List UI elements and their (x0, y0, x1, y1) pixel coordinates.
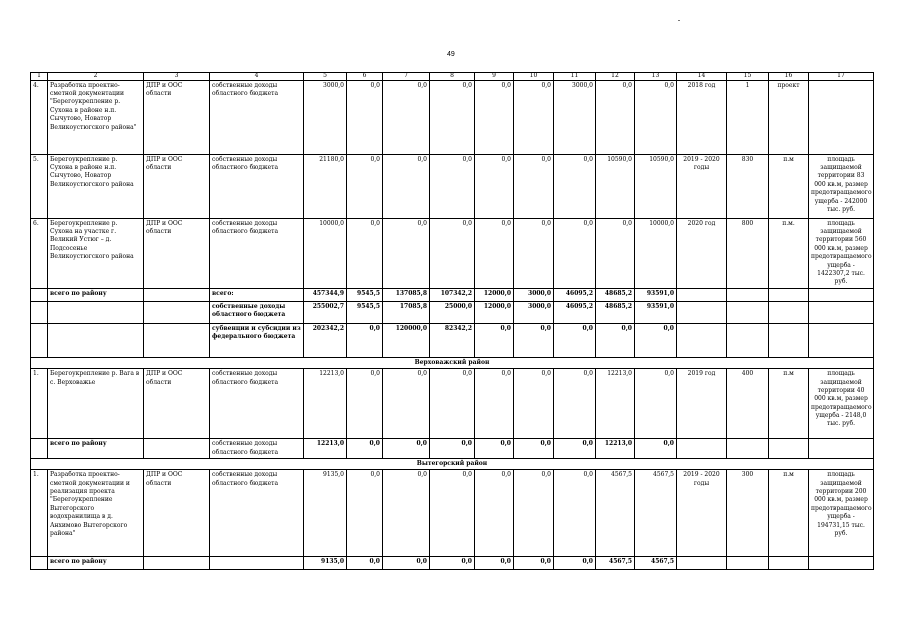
period (677, 439, 727, 459)
amount-cell: 0,0 (514, 80, 554, 154)
amount-cell: 0,0 (475, 154, 514, 218)
period (677, 557, 727, 570)
funding-source: субвенции и субсидии из федерального бюджета (210, 323, 304, 357)
amount-cell: 0,0 (635, 323, 677, 357)
executor (144, 557, 210, 570)
amount-cell: 0,0 (514, 557, 554, 570)
executor: ДПР и ООС области (144, 154, 210, 218)
amount-cell: 4567,5 (596, 470, 635, 557)
amount-cell: 0,0 (430, 154, 475, 218)
quantity (727, 557, 769, 570)
funding-source (210, 557, 304, 570)
amount-cell: 0,0 (514, 439, 554, 459)
amount-cell: 12000,0 (475, 288, 514, 301)
total-row (31, 439, 874, 459)
amount-cell: 0,0 (347, 439, 383, 459)
expected-result (809, 557, 874, 570)
amount-cell: 10590,0 (635, 154, 677, 218)
column-number: 3 (144, 73, 210, 81)
amount-cell: 0,0 (347, 470, 383, 557)
amount-cell: 12213,0 (304, 439, 347, 459)
amount-cell: 10000,0 (304, 218, 347, 288)
row-number (31, 557, 48, 570)
unit (769, 557, 809, 570)
amount-cell: 0,0 (596, 218, 635, 288)
expected-result (809, 288, 874, 301)
column-number: 15 (727, 73, 769, 81)
amount-cell: 0,0 (475, 369, 514, 439)
measures-table (30, 72, 874, 570)
column-number: 13 (635, 73, 677, 81)
amount-cell: 3000,0 (304, 80, 347, 154)
funding-source: собственные доходы областного бюджета (210, 154, 304, 218)
amount-cell: 3000,0 (554, 80, 596, 154)
column-number: 16 (769, 73, 809, 81)
amount-cell: 82342,2 (430, 323, 475, 357)
funding-source: собственные доходы областного бюджета (210, 439, 304, 459)
funding-source: собственные доходы областного бюджета (210, 218, 304, 288)
amount-cell: 0,0 (635, 369, 677, 439)
period (677, 288, 727, 301)
column-number: 14 (677, 73, 727, 81)
section-title: Верховажский район (31, 357, 874, 368)
quantity: 800 (727, 218, 769, 288)
quantity: 830 (727, 154, 769, 218)
column-number: 2 (48, 73, 144, 81)
period: 2019 - 2020 годы (677, 470, 727, 557)
column-number: 6 (347, 73, 383, 81)
amount-cell: 4567,5 (596, 557, 635, 570)
measure-row (31, 80, 874, 154)
amount-cell: 255002,7 (304, 301, 347, 323)
executor (144, 301, 210, 323)
amount-cell: 0,0 (475, 323, 514, 357)
measure-row (31, 369, 874, 439)
amount-cell: 0,0 (635, 439, 677, 459)
section-title: Вытегорский район (31, 458, 874, 469)
amount-cell: 0,0 (475, 218, 514, 288)
amount-cell: 202342,2 (304, 323, 347, 357)
total-label (48, 301, 144, 323)
total-row (31, 557, 874, 570)
total-label (48, 323, 144, 357)
total-label: всего по району (48, 288, 144, 301)
period: 2019 - 2020 годы (677, 154, 727, 218)
column-number: 4 (210, 73, 304, 81)
expected-result (809, 80, 874, 154)
amount-cell: 0,0 (347, 557, 383, 570)
unit (769, 301, 809, 323)
amount-cell: 0,0 (347, 369, 383, 439)
amount-cell: 0,0 (430, 557, 475, 570)
row-number: 1. (31, 369, 48, 439)
column-number: 7 (383, 73, 430, 81)
amount-cell: 9135,0 (304, 557, 347, 570)
section-row (31, 357, 874, 368)
executor (144, 439, 210, 459)
measure-name: Берегоукрепление р. Сухона в районе н.п. Сычутово, Новатор Великоустюгского района (48, 154, 144, 218)
amount-cell: 48685,2 (596, 288, 635, 301)
column-number: 1 (31, 73, 48, 81)
amount-cell: 0,0 (596, 80, 635, 154)
amount-cell: 120000,0 (383, 323, 430, 357)
amount-cell: 0,0 (383, 154, 430, 218)
amount-cell: 0,0 (514, 218, 554, 288)
funding-source: собственные доходы областного бюджета (210, 470, 304, 557)
quantity: 400 (727, 369, 769, 439)
amount-cell: 0,0 (383, 557, 430, 570)
amount-cell: 0,0 (475, 557, 514, 570)
amount-cell: 0,0 (475, 439, 514, 459)
executor: ДПР и ООС области (144, 218, 210, 288)
row-number: 6. (31, 218, 48, 288)
column-number: 8 (430, 73, 475, 81)
amount-cell: 0,0 (514, 470, 554, 557)
column-number: 12 (596, 73, 635, 81)
expected-result: площадь защищаемой территории 560 000 кв.м, размер предотвращаемого ущерба - 1422307,2 тыс. руб. (809, 218, 874, 288)
measure-row (31, 470, 874, 557)
amount-cell: 3000,0 (514, 301, 554, 323)
amount-cell: 0,0 (554, 369, 596, 439)
amount-cell: 46095,2 (554, 301, 596, 323)
amount-cell: 0,0 (554, 218, 596, 288)
unit (769, 288, 809, 301)
amount-cell: 12000,0 (475, 301, 514, 323)
amount-cell: 3000,0 (514, 288, 554, 301)
executor: ДПР и ООС области (144, 470, 210, 557)
expected-result (809, 323, 874, 357)
total-label: всего по району (48, 557, 144, 570)
page-number: 49 (447, 51, 455, 58)
amount-cell: 0,0 (514, 369, 554, 439)
measure-row (31, 154, 874, 218)
column-number: 5 (304, 73, 347, 81)
column-number: 10 (514, 73, 554, 81)
row-number (31, 288, 48, 301)
executor: ДПР и ООС области (144, 369, 210, 439)
amount-cell: 12213,0 (596, 369, 635, 439)
quantity (727, 288, 769, 301)
unit: проект (769, 80, 809, 154)
amount-cell: 0,0 (383, 218, 430, 288)
unit: п.м (769, 470, 809, 557)
period: 2018 год (677, 80, 727, 154)
amount-cell: 137085,8 (383, 288, 430, 301)
amount-cell: 0,0 (347, 154, 383, 218)
amount-cell: 0,0 (554, 154, 596, 218)
measure-name: Разработка проектно-сметной документации и реализация проекта "Берегоукрепление Вытегорского водохранилища в д. Анхимово Вытегорского района" (48, 470, 144, 557)
amount-cell: 17085,8 (383, 301, 430, 323)
row-number (31, 301, 48, 323)
expected-result (809, 301, 874, 323)
period (677, 323, 727, 357)
amount-cell: 93591,0 (635, 288, 677, 301)
amount-cell: 0,0 (383, 439, 430, 459)
total-label: всего по району (48, 439, 144, 459)
expected-result: площадь защищаемой территории 200 000 кв.м, размер предотвращаемого ущерба - 194731,15 тыс. руб. (809, 470, 874, 557)
unit (769, 323, 809, 357)
amount-cell: 9545,5 (347, 288, 383, 301)
amount-cell: 93591,0 (635, 301, 677, 323)
subtotal-row (31, 301, 874, 323)
row-number: 4. (31, 80, 48, 154)
amount-cell: 0,0 (554, 557, 596, 570)
table-body (31, 73, 874, 570)
row-number: 5. (31, 154, 48, 218)
amount-cell: 0,0 (347, 218, 383, 288)
amount-cell: 9545,5 (347, 301, 383, 323)
amount-cell: 48685,2 (596, 301, 635, 323)
row-number (31, 323, 48, 357)
row-number (31, 439, 48, 459)
amount-cell: 4567,5 (635, 470, 677, 557)
amount-cell: 457344,9 (304, 288, 347, 301)
amount-cell: 0,0 (430, 218, 475, 288)
executor: ДПР и ООС области (144, 80, 210, 154)
section-row (31, 458, 874, 469)
expected-result: площадь защищаемой территории 40 000 кв.м, размер предотвращаемого ущерба - 2148,0 тыс. руб. (809, 369, 874, 439)
amount-cell: 0,0 (475, 470, 514, 557)
funding-source: собственные доходы областного бюджета (210, 80, 304, 154)
amount-cell: 0,0 (383, 369, 430, 439)
amount-cell: 0,0 (430, 439, 475, 459)
quantity (727, 301, 769, 323)
expected-result (809, 439, 874, 459)
measure-name: Разработка проектно-сметной документации "Берегоукрепление р. Сухона в районе н.п. Сычутово, Новатор Великоустюгского района" (48, 80, 144, 154)
period (677, 301, 727, 323)
unit: п.м (769, 154, 809, 218)
amount-cell: 9135,0 (304, 470, 347, 557)
amount-cell: 46095,2 (554, 288, 596, 301)
measure-name: Берегоукрепление р. Сухона на участке г. Великий Устюг – д. Подсосенье Великоустюгского района (48, 218, 144, 288)
scan-mark (678, 20, 680, 21)
quantity: 1 (727, 80, 769, 154)
period: 2020 год (677, 218, 727, 288)
unit: п.м. (769, 218, 809, 288)
executor (144, 323, 210, 357)
amount-cell: 0,0 (554, 470, 596, 557)
funding-source: всего: (210, 288, 304, 301)
amount-cell: 4567,5 (635, 557, 677, 570)
measure-name: Берегоукрепление р. Вага в с. Верховажье (48, 369, 144, 439)
amount-cell: 107342,2 (430, 288, 475, 301)
column-number-row (31, 73, 874, 81)
amount-cell: 0,0 (554, 323, 596, 357)
amount-cell: 12213,0 (596, 439, 635, 459)
unit: п.м (769, 369, 809, 439)
amount-cell: 25000,0 (430, 301, 475, 323)
measure-row (31, 218, 874, 288)
amount-cell: 0,0 (514, 323, 554, 357)
funding-source: собственные доходы областного бюджета (210, 301, 304, 323)
amount-cell: 0,0 (383, 80, 430, 154)
period: 2019 год (677, 369, 727, 439)
quantity: 300 (727, 470, 769, 557)
column-number: 11 (554, 73, 596, 81)
amount-cell: 12213,0 (304, 369, 347, 439)
amount-cell: 0,0 (430, 470, 475, 557)
column-number: 9 (475, 73, 514, 81)
row-number: 1. (31, 470, 48, 557)
amount-cell: 0,0 (635, 80, 677, 154)
unit (769, 439, 809, 459)
funding-source: собственные доходы областного бюджета (210, 369, 304, 439)
amount-cell: 0,0 (430, 80, 475, 154)
subtotal-row (31, 323, 874, 357)
amount-cell: 0,0 (514, 154, 554, 218)
amount-cell: 0,0 (430, 369, 475, 439)
amount-cell: 0,0 (596, 323, 635, 357)
column-number: 17 (809, 73, 874, 81)
amount-cell: 10000,0 (635, 218, 677, 288)
quantity (727, 323, 769, 357)
quantity (727, 439, 769, 459)
amount-cell: 0,0 (475, 80, 514, 154)
executor (144, 288, 210, 301)
expected-result: площадь защищаемой территории 83 000 кв.м, размер предотвращаемого ущерба - 242000 тыс. руб. (809, 154, 874, 218)
total-row (31, 288, 874, 301)
amount-cell: 10590,0 (596, 154, 635, 218)
amount-cell: 0,0 (554, 439, 596, 459)
amount-cell: 21180,0 (304, 154, 347, 218)
amount-cell: 0,0 (383, 470, 430, 557)
amount-cell: 0,0 (347, 323, 383, 357)
amount-cell: 0,0 (347, 80, 383, 154)
